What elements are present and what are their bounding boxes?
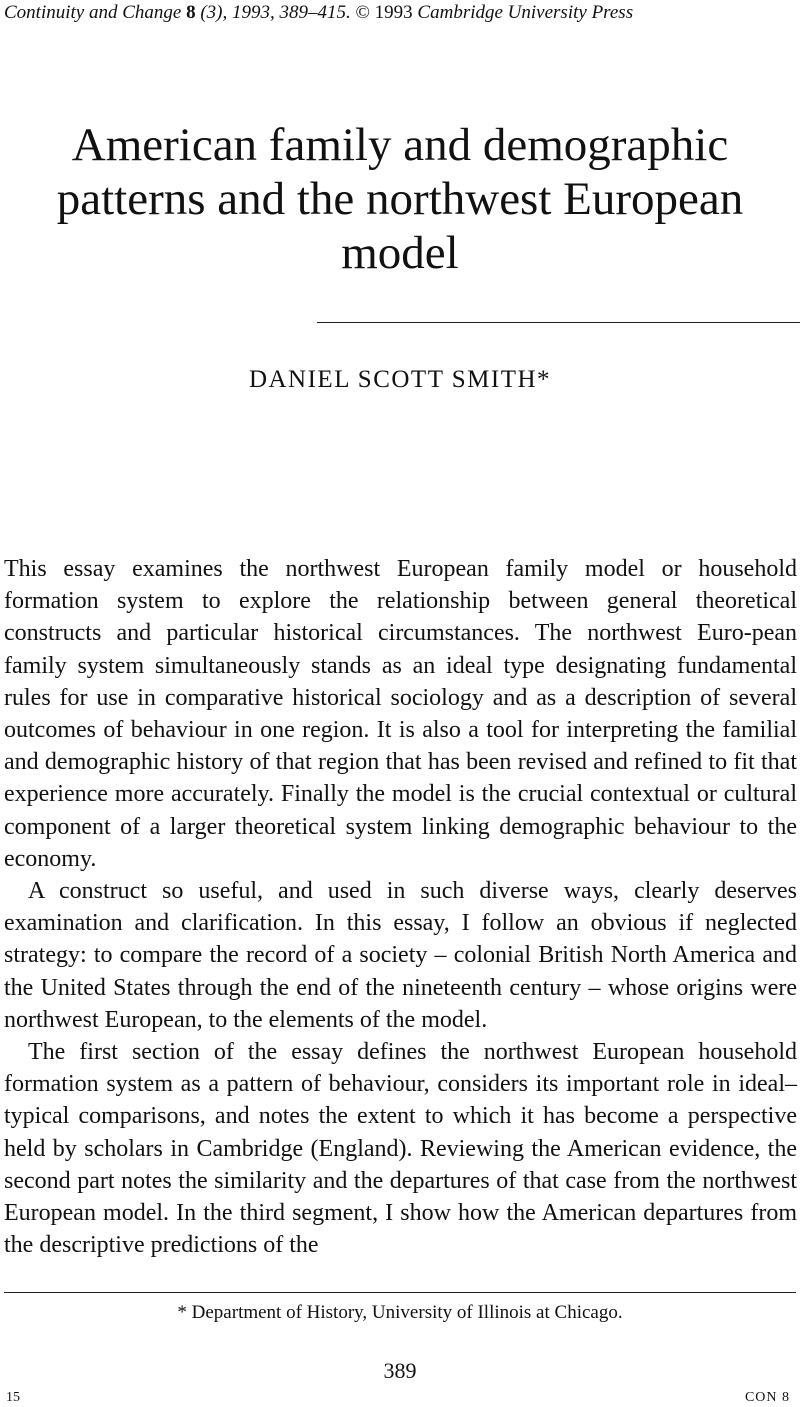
footnote-divider — [4, 1292, 796, 1293]
article-body — [4, 553, 797, 1261]
publisher-name: Cambridge University Press — [417, 2, 634, 23]
body-paragraph-2: A construct so useful, and used in such diverse ways, clearly deserves examination and clarification. In this essay, I follow an obvious if neglected strategy: to compare the record of a society – colonial British North America and the United States through the end of the nineteenth century – whose origins were northwest European, to the elements of the model. — [4, 878, 797, 1033]
article-author: DANIEL SCOTT SMITH* — [248, 366, 552, 393]
title-divider — [317, 322, 800, 323]
author-footnote: * Department of History, University of Illinois at Chicago. — [177, 1302, 623, 1323]
body-paragraph-3: The first section of the essay defines the northwest European household formation system as a pattern of behaviour, considers its important role in ideal–typical comparisons, and notes the extent to which it has become a perspective held by scholars in Cambridge (England). Reviewing the American evidence, the second part notes the similarity and the departures of that case from the northwest European model. In the third segment, I show how the American departures from the descriptive predictions of the — [4, 1039, 797, 1259]
journal-mark: CON 8 — [744, 1390, 790, 1405]
body-paragraph-1: This essay examines the northwest European family model or household formation system to explore the relationship between general theoretical constructs and particular historical circumstances. The northwest Euro-pean family system simultaneously stands as an ideal type designating fundamental rules for use in comparative historical sociology and as a description of several outcomes of behaviour in one region. It is also a tool for interpreting the familial and demographic history of that region that has been revised and refined to fit that experience more accurately. Finally the model is the crucial contextual or cultural component of a larger theoretical system linking demographic behaviour to the economy. — [4, 556, 797, 872]
journal-name: Continuity and Change — [4, 2, 182, 23]
issue-pages: (3), 1993, 389–415. — [200, 2, 351, 23]
article-title: American family and demographic patterns and the northwest European model — [56, 119, 744, 279]
copyright-notice: © 1993 — [355, 2, 413, 23]
volume-number: 8 — [186, 2, 196, 23]
printer-signature: 15 — [6, 1390, 20, 1405]
page-number: 389 — [383, 1358, 417, 1383]
running-head — [4, 2, 633, 24]
